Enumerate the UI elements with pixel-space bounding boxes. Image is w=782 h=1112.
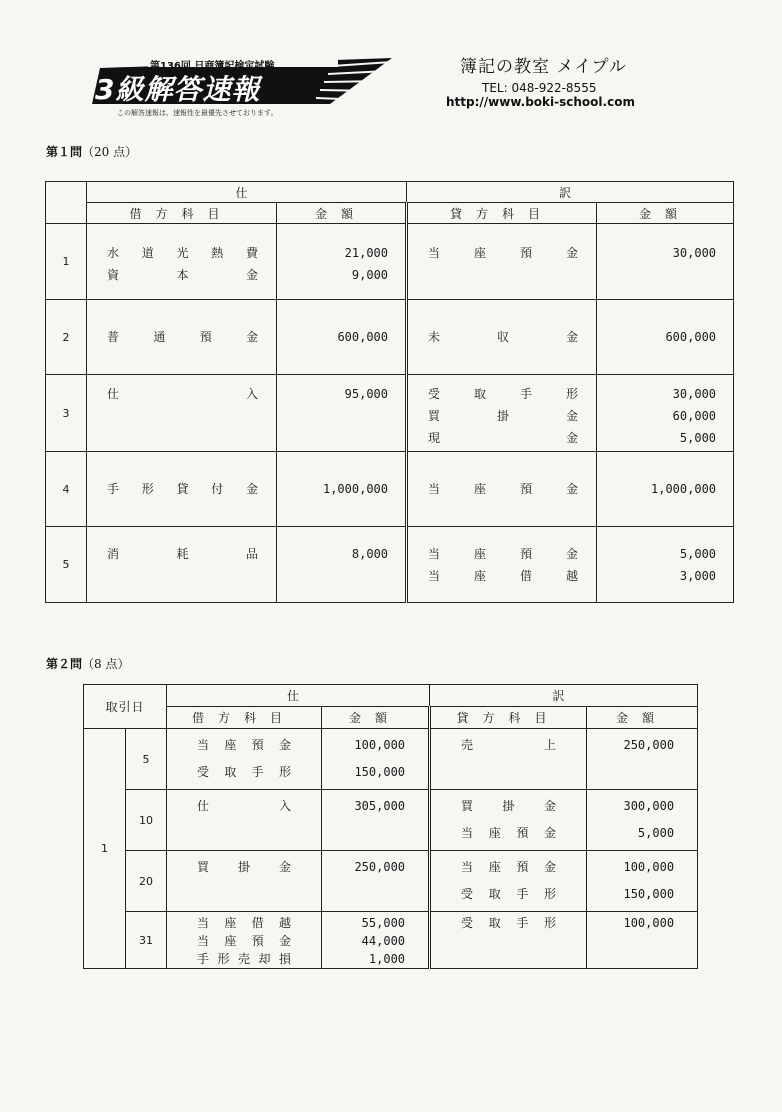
- amount-value: 1,000,000: [322, 482, 389, 496]
- amount-value: 30,000: [672, 387, 717, 401]
- q2-debit-account: [167, 729, 322, 790]
- account-char: 預: [516, 860, 529, 874]
- q2-credit-account: [430, 912, 587, 969]
- school-tel: TEL: 048-922-8555: [482, 81, 597, 95]
- account-char: 形: [565, 387, 578, 401]
- account-char: 未: [428, 330, 441, 344]
- q2-credit-amount: [587, 912, 698, 969]
- q1-credit-amount: [597, 452, 734, 527]
- account-line: [428, 427, 578, 449]
- account-char: 売: [461, 738, 474, 752]
- amount-value: 250,000: [623, 738, 675, 752]
- account-char: 受: [461, 887, 474, 901]
- account-char: 仕: [197, 799, 210, 813]
- account-line: [107, 264, 258, 286]
- amount-value: 95,000: [344, 387, 389, 401]
- account-char: 耗: [176, 547, 189, 561]
- account-char: 預: [519, 482, 532, 496]
- account-line: [107, 326, 258, 348]
- account-char: 入: [245, 387, 258, 401]
- amount-value: 44,000: [361, 934, 406, 948]
- account-char: 金: [279, 738, 292, 752]
- account-char: 預: [251, 934, 264, 948]
- q1-col-debit: 借方科目: [87, 203, 277, 224]
- account-char: 収: [497, 330, 510, 344]
- amount-value: 5,000: [637, 826, 675, 840]
- amount-value: 60,000: [672, 409, 717, 423]
- q2-day: 20: [126, 851, 167, 912]
- account-char: 付: [211, 482, 224, 496]
- amount-value: 150,000: [623, 887, 675, 901]
- amount-value: 30,000: [672, 246, 717, 260]
- q1-row-number: 5: [46, 527, 87, 603]
- account-line: [428, 242, 578, 264]
- account-char: 座: [474, 482, 487, 496]
- account-char: 却: [258, 952, 271, 966]
- account-char: 現: [428, 431, 441, 445]
- account-line: [197, 932, 291, 950]
- account-line: [461, 884, 556, 911]
- q1-row-number: 3: [46, 375, 87, 452]
- q2-credit-amount: [587, 790, 698, 851]
- banner-note: この解答速報は、速報性を最優先させております。: [117, 109, 278, 117]
- amount-value: 300,000: [623, 799, 675, 813]
- account-char: 預: [519, 246, 532, 260]
- account-char: 座: [474, 569, 487, 583]
- q1-row: [46, 375, 734, 452]
- q2-debit-amount: [322, 912, 430, 969]
- account-char: 預: [516, 826, 529, 840]
- q1-debit-account: [87, 224, 277, 300]
- q2-debit-account: [167, 851, 322, 912]
- amount-value: 600,000: [665, 330, 717, 344]
- account-char: 消: [107, 547, 120, 561]
- amount-value: 8,000: [351, 547, 389, 561]
- q1-debit-amount: [277, 300, 407, 375]
- q1-debit-account: [87, 527, 277, 603]
- q1-row-number: 1: [46, 224, 87, 300]
- q1-credit-amount: [597, 300, 734, 375]
- q1-debit-amount: [277, 224, 407, 300]
- q2-day: 31: [126, 912, 167, 969]
- q1-row: [46, 224, 734, 300]
- account-line: [107, 383, 258, 405]
- q1-debit-amount: [277, 527, 407, 603]
- q1-row: [46, 527, 734, 603]
- account-char: 越: [565, 569, 578, 583]
- q2-col-amount1: 金額: [322, 707, 430, 729]
- q1-row: [46, 300, 734, 375]
- account-char: 借: [519, 569, 532, 583]
- account-char: 当: [428, 547, 441, 561]
- account-char: 手: [251, 765, 264, 779]
- account-char: 当: [197, 738, 210, 752]
- account-char: 当: [197, 934, 210, 948]
- account-char: 座: [224, 916, 237, 930]
- account-char: 金: [565, 330, 578, 344]
- q1-row-number: 4: [46, 452, 87, 527]
- account-char: 座: [474, 246, 487, 260]
- amount-value: 100,000: [623, 916, 675, 930]
- account-char: 道: [141, 246, 154, 260]
- account-char: 買: [197, 860, 210, 874]
- amount-value: 600,000: [337, 330, 389, 344]
- q2-debit-amount: [322, 729, 430, 790]
- account-char: 座: [488, 860, 501, 874]
- q2-credit-account: [430, 790, 587, 851]
- q2-row: [84, 790, 698, 851]
- account-char: 金: [245, 268, 258, 282]
- q1-col-credit: 貸方科目: [407, 203, 597, 224]
- q1-credit-account: [407, 300, 597, 375]
- q2-credit-amount: [587, 851, 698, 912]
- account-char: 形: [544, 887, 557, 901]
- q2-col-credit: 貸方科目: [430, 707, 587, 729]
- q2-col-amount2: 金額: [587, 707, 698, 729]
- account-char: 売: [237, 952, 250, 966]
- q1-label: 第１問: [46, 145, 83, 159]
- account-char: 金: [566, 431, 579, 445]
- account-line: [428, 543, 578, 565]
- account-char: 手: [197, 952, 210, 966]
- q1-debit-account: [87, 300, 277, 375]
- q2-row: [84, 912, 698, 969]
- amount-value: 100,000: [623, 860, 675, 874]
- q2-debit-account: [167, 912, 322, 969]
- account-char: 買: [428, 409, 441, 423]
- account-line: [197, 735, 291, 762]
- amount-value: 1,000,000: [651, 482, 717, 496]
- account-char: 品: [245, 547, 258, 561]
- q1-credit-account: [407, 452, 597, 527]
- q1-journal-table: [45, 181, 734, 603]
- q1-credit-amount: [597, 375, 734, 452]
- amount-value: 250,000: [354, 860, 406, 874]
- account-line: [197, 762, 291, 789]
- account-char: 金: [565, 482, 578, 496]
- account-char: 受: [428, 387, 441, 401]
- account-char: 形: [544, 916, 557, 930]
- q2-credit-account: [430, 729, 587, 790]
- account-char: 熱: [211, 246, 224, 260]
- account-line: [107, 543, 258, 565]
- q1-row-number: 2: [46, 300, 87, 375]
- account-char: 金: [565, 246, 578, 260]
- amount-value: 5,000: [679, 547, 717, 561]
- account-line: [461, 857, 556, 884]
- account-line: [197, 796, 291, 823]
- account-char: 形: [279, 765, 292, 779]
- account-char: 上: [544, 738, 557, 752]
- account-char: 取: [224, 765, 237, 779]
- account-char: 金: [565, 409, 578, 423]
- account-char: 当: [428, 482, 441, 496]
- q2-debit-amount: [322, 790, 430, 851]
- q1-head-wake: 訳: [407, 182, 734, 203]
- account-char: 金: [544, 826, 557, 840]
- q1-debit-account: [87, 452, 277, 527]
- account-line: [461, 823, 556, 850]
- account-char: 預: [199, 330, 212, 344]
- account-char: 金: [279, 934, 292, 948]
- account-line: [197, 914, 291, 932]
- account-char: 座: [224, 738, 237, 752]
- q2-journal-table: [83, 684, 698, 969]
- account-char: 仕: [107, 387, 120, 401]
- q1-credit-amount: [597, 527, 734, 603]
- q1-points: （20 点）: [82, 145, 138, 159]
- q1-debit-account: [87, 375, 277, 452]
- account-line: [428, 478, 578, 500]
- amount-value: 1,000: [368, 952, 406, 966]
- school-url[interactable]: http://www.boki-school.com: [446, 95, 635, 109]
- q1-debit-amount: [277, 452, 407, 527]
- account-char: 掛: [497, 409, 510, 423]
- amount-value: 3,000: [679, 569, 717, 583]
- account-char: 預: [251, 738, 264, 752]
- account-char: 座: [474, 547, 487, 561]
- q2-points: （8 点）: [82, 657, 130, 671]
- account-line: [107, 242, 258, 264]
- amount-value: 100,000: [354, 738, 406, 752]
- q1-head-shi: 仕: [87, 182, 407, 203]
- account-char: 形: [141, 482, 154, 496]
- q1-credit-account: [407, 375, 597, 452]
- account-char: 普: [107, 330, 120, 344]
- q1-credit-amount: [597, 224, 734, 300]
- account-char: 手: [519, 387, 532, 401]
- amount-value: 21,000: [344, 246, 389, 260]
- q2-head-shi: 仕: [167, 685, 430, 707]
- amount-value: 150,000: [354, 765, 406, 779]
- amount-value: 9,000: [351, 268, 389, 282]
- account-line: [461, 735, 556, 762]
- account-char: 当: [461, 860, 474, 874]
- amount-value: 305,000: [354, 799, 406, 813]
- q2-day: 10: [126, 790, 167, 851]
- account-char: 入: [279, 799, 292, 813]
- account-char: 取: [488, 916, 501, 930]
- q1-row: [46, 452, 734, 527]
- account-char: 預: [519, 547, 532, 561]
- account-line: [428, 565, 578, 587]
- q2-col-date: 取引日: [84, 685, 167, 729]
- account-char: 手: [516, 887, 529, 901]
- account-char: 形: [217, 952, 230, 966]
- account-char: 座: [224, 934, 237, 948]
- q2-credit-amount: [587, 729, 698, 790]
- account-line: [197, 857, 291, 884]
- amount-value: 5,000: [679, 431, 717, 445]
- account-char: 当: [428, 569, 441, 583]
- account-char: 取: [488, 887, 501, 901]
- q2-title: [46, 655, 129, 672]
- account-char: 当: [197, 916, 210, 930]
- q1-credit-account: [407, 527, 597, 603]
- account-char: 金: [544, 799, 557, 813]
- account-char: 資: [107, 268, 120, 282]
- account-char: 金: [245, 330, 258, 344]
- q2-row: [84, 729, 698, 790]
- q1-credit-account: [407, 224, 597, 300]
- account-line: [197, 950, 291, 968]
- account-line: [107, 478, 258, 500]
- q2-row: [84, 851, 698, 912]
- q2-debit-account: [167, 790, 322, 851]
- account-char: 金: [544, 860, 557, 874]
- q1-col-amount1: 金額: [277, 203, 407, 224]
- q1-debit-amount: [277, 375, 407, 452]
- amount-value: 55,000: [361, 916, 406, 930]
- account-char: 受: [461, 916, 474, 930]
- account-char: 当: [428, 246, 441, 260]
- account-line: [428, 326, 578, 348]
- account-char: 掛: [238, 860, 251, 874]
- account-char: 貸: [176, 482, 189, 496]
- account-char: 手: [107, 482, 120, 496]
- q1-col-amount2: 金額: [597, 203, 734, 224]
- q2-credit-account: [430, 851, 587, 912]
- q2-day: 5: [126, 729, 167, 790]
- account-char: 通: [153, 330, 166, 344]
- q1-corner-cell: [46, 182, 87, 224]
- banner-title: 3級解答速報: [95, 73, 261, 106]
- account-char: 当: [461, 826, 474, 840]
- account-char: 金: [278, 860, 291, 874]
- account-char: 金: [565, 547, 578, 561]
- q2-col-debit: 借方科目: [167, 707, 322, 729]
- account-char: 損: [278, 952, 291, 966]
- account-char: 水: [107, 246, 120, 260]
- account-line: [428, 383, 578, 405]
- account-char: 借: [251, 916, 264, 930]
- account-char: 金: [245, 482, 258, 496]
- account-char: 取: [474, 387, 487, 401]
- q2-head-wake: 訳: [430, 685, 698, 707]
- account-char: 費: [245, 246, 258, 260]
- account-char: 掛: [502, 799, 515, 813]
- account-line: [461, 914, 556, 932]
- account-char: 買: [461, 799, 474, 813]
- account-char: 本: [176, 268, 189, 282]
- account-line: [428, 405, 578, 427]
- account-char: 越: [279, 916, 292, 930]
- account-line: [461, 796, 556, 823]
- q2-month: 1: [84, 729, 126, 969]
- account-char: 手: [516, 916, 529, 930]
- account-char: 座: [488, 826, 501, 840]
- q2-debit-amount: [322, 851, 430, 912]
- account-char: 光: [176, 246, 189, 260]
- school-name: 簿記の教室 メイプル: [460, 57, 627, 77]
- account-char: 受: [197, 765, 210, 779]
- exam-name: 第136回 日商簿記検定試験: [150, 61, 275, 72]
- q2-label: 第２問: [46, 657, 83, 671]
- q1-title: [46, 143, 137, 160]
